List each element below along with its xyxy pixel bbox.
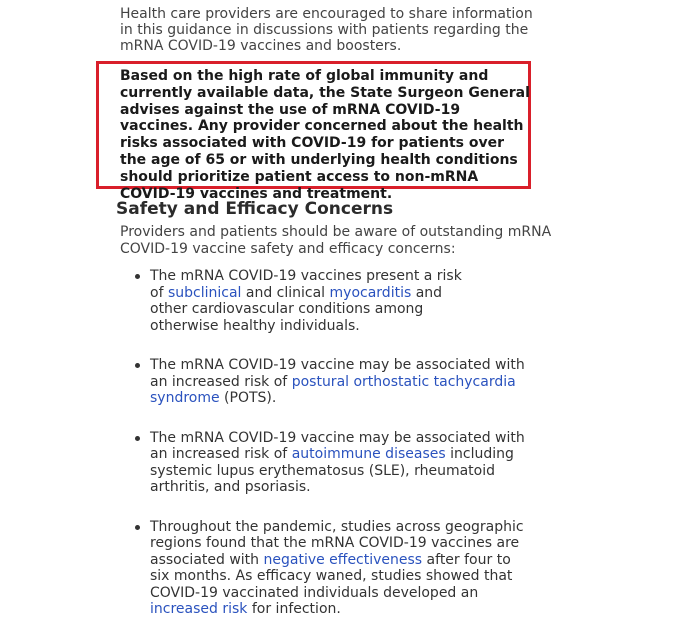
item-text: including systemic lupus erythematosus (SLE), rheumatoid arthritis, and psoriasis. [150,446,514,495]
surgeon-general-notice: Based on the high rate of global immunity and currently available data, the State Surgeon General advises against the use of mRNA COVID-19 vaccines. Any provider concerned about the health risks associated with COVID-19 for patients over the age of 65 or with underlying health conditions should prioritize patient access to non-mRNA COVID-19 vaccines and treatment. [120,68,530,202]
section-heading: Safety and Efficacy Concerns [116,199,394,219]
item-text: (POTS). [219,390,277,406]
section-intro: Providers and patients should be aware of outstanding mRNA COVID-19 vaccine safety and efficacy concerns: [120,224,552,257]
item-text: and other cardiovascular conditions among otherwise healthy individuals. [150,284,443,334]
negative-effectiveness-link[interactable]: negative effectiveness [263,551,423,568]
item-text: The mRNA COVID-19 vaccine may be associated with an increased risk of [150,429,525,462]
autoimmune-diseases-link[interactable]: autoimmune diseases [291,446,446,462]
item-text: and clinical [241,284,330,301]
concerns-list [150,268,570,618]
item-text: Throughout the pandemic, studies across geographic regions found that the mRNA COVID-19 vaccines are associated with [150,518,524,568]
item-text: for infection. [247,601,341,617]
list-item [150,268,470,334]
list-item [150,357,530,407]
item-text: after four to six months. As efficacy waned, studies showed that COVID-19 vaccinated individuals developed an [150,551,513,601]
intro-paragraph: Health care providers are encouraged to share information in this guidance in discussions with patients regarding the mRNA COVID-19 vaccines and boosters. [120,6,533,54]
list-item [150,430,530,496]
item-text: The mRNA COVID-19 vaccines present a risk of [150,268,462,301]
increased-risk-link[interactable]: increased risk [150,601,248,617]
subclinical-link[interactable]: subclinical [167,284,242,301]
pots-link[interactable]: postural orthostatic tachycardia syndrome [150,373,516,406]
item-text: The mRNA COVID-19 vaccine may be associated with an increased risk of [150,357,525,390]
myocarditis-link[interactable]: myocarditis [329,284,412,301]
list-item [150,519,530,618]
